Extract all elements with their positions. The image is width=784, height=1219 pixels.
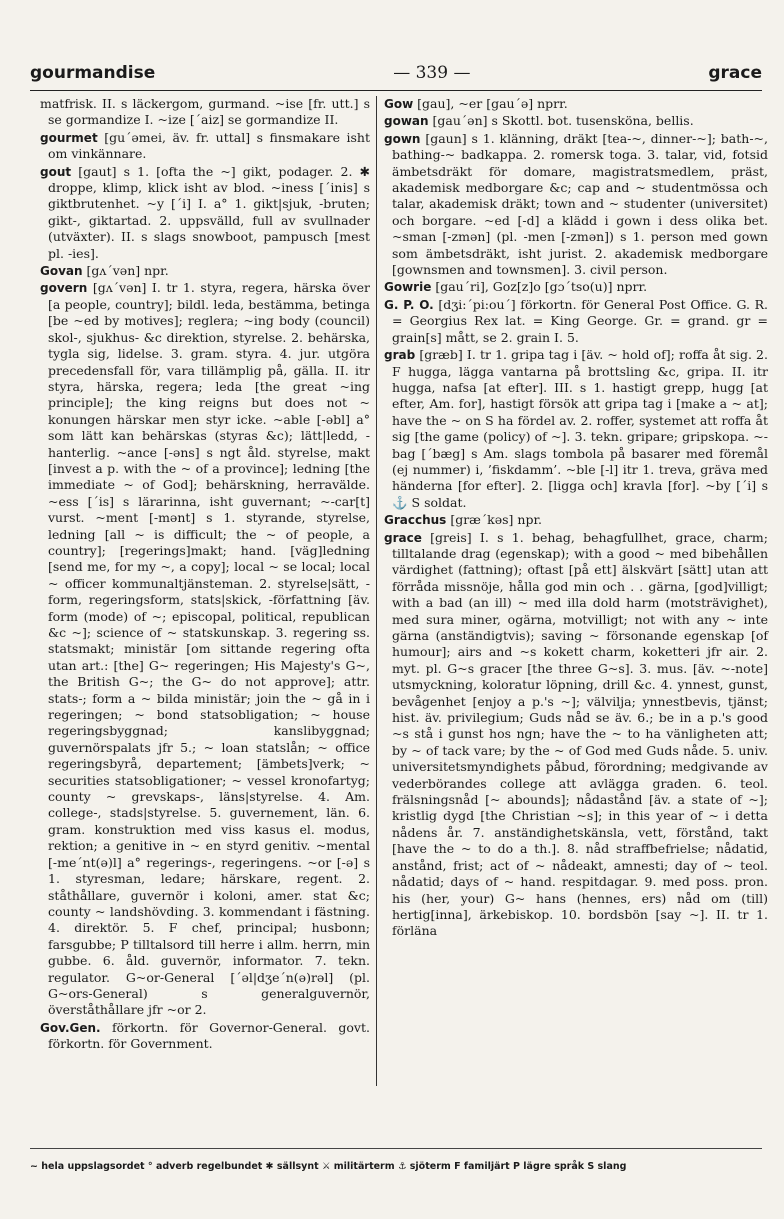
entry-text: [gaun] s 1. klänning, dräkt [tea-~, dinner-~]; bath-~, bathing-~ badkappa. 2. romersk toga. 3. talar, vid, fotsid ämbetsdräkt för domare, magistratsmedlem, präst, akademisk medborgare &c; cap and ~ studentmössa och talar, akademisk dräkt; town and ~ studenter (universitet) och borgare. ~ed [-d] a klädd i gown i dess olika bet. ~sman [-zmən] (pl. -men [-zmən]) s 1. person med gown som ämbetsdräkt, isht jurist. 2. akademisk medborgare [gownsmen and townsmen]. 3. civil person. <box>392 130 768 278</box>
entry-headword: grab <box>384 348 416 363</box>
entry-text: [gʌ´vən] I. tr 1. styra, regera, härska över [a people, country]; bildl. leda, bestämma, betinga [be ~ed by motives]; reglera; ~ing body (council) skol-, sjukhus- &c direktion, styrelse. 2. behärska, tygla sig, lidelse. 3. gram. styra. 4. jur. utgöra precedensfall för, vara tillämplig på, gälla. II. itr styra, härska, regera; leda [the great ~ing principle]; the king reigns but does not ~ konungen härskar men styr icke. ~able [-əbl] a° som lätt kan behärskas (styras &c); lätt|ledd, -hanterlig. ~ance [-əns] s ngt åld. styrelse, makt [invest a p. with the ~ of a province]; ledning [the immediate ~ of God]; behärskning, herravälde. ~ess [´is] s lärarinna, isht guvernant; ~-car[t] vurst. ~ment [-mənt] s 1. styrande, styrelse, ledning [all ~ is difficult; the ~ of people, a country]; [regerings]makt; hand. [väg]ledning [send me, for my ~, a copy]; local ~ se local; local ~ officer kommunaltjänsteman. 2. styrelse|sätt, -form, regeringsform, stats|skick, -författning [äv. form (mode) of ~; episcopal, political, republican &c ~]; science of ~ statskunskap. 3. regering ss. statsmakt; ministär [om sittande regering ofta utan art.: [the] G~ regeringen; His Majesty's G~, the British G~; the G~ do not approve]; attr. stats-; form a ~ bilda ministär; join the ~ gå in i regeringen; ~ bond statsobligation; ~ house regeringsbyggnad; kanslibyggnad; guvernörspalats jfr 5.; ~ loan statslån; ~ office regeringsbyrå, departement; [ämbets]verk; ~ securities statsobligationer; ~ vessel kronofartyg; county ~ grevskaps-, läns|styrelse. 4. Am. college-, stads|styrelse. 5. guvernement, län. 6. gram. konstruktion med viss kasus el. modus, rektion; a genitive in ~ en styrd genitiv. ~mental [-me´nt(ə)l] a° regerings-, regeringens. ~or [-ə] s 1. styresman, ledare; härskare, regent. 2. ståthållare, guvernör i koloni, amer. stat &c; county ~ landshövding. 3. kommendant i fästning. 4. direktör. 5. F chef, principal; husbonn; farsgubbe; P tilltalsord till herre i allm. herrn, min gubbe. 6. åld. guvernör, informator. 7. tekn. regulator. G~or-General [´əl|dʒe´n(ə)rəl] (pl. G~ors-General) s generalguvernör, överståthållare jfr ~or 2. <box>48 280 370 1018</box>
dictionary-entry <box>384 279 768 295</box>
entry-headword: G. P. O. <box>384 297 434 312</box>
entry-text: förkortn. för Governor-General. govt. förkortn. för Government. <box>48 1019 370 1052</box>
dictionary-entry <box>40 96 370 129</box>
entry-headword: Gowrie <box>384 280 432 295</box>
entry-text: [græb] I. tr 1. gripa tag i [äv. ~ hold of]; roffa åt sig. 2. F hugga, lägga vantarna på brottsling &c, gripa. II. itr hugga, nafsa [at efter]. III. s 1. hastigt grepp, hugg [at efter, Am. for], hastigt försök att gripa tag i [make a ~ at]; have the ~ on S ha fördel av. 2. roffer, systemet att roffa åt sig [the game (policy) of ~]. 3. tekn. gripare; gripskopa. ~-bag [´bæg] s Am. slags tombola på basarer med föremål (ej nummer) i, ’fiskdamm’. ~ble [-l] itr 1. treva, gräva med händerna [for efter]. 2. [ligga och] kravla [for]. ~by [´i] s ⚓ S soldat. <box>392 347 768 510</box>
footer-rule <box>30 1148 762 1149</box>
left-column <box>40 96 370 1054</box>
entry-headword: Govan <box>40 264 83 279</box>
dictionary-entry <box>40 130 370 163</box>
column-divider <box>376 96 377 1086</box>
entry-headword: gourmet <box>40 130 98 145</box>
dictionary-entry <box>40 1020 370 1053</box>
left-guide-word: gourmandise <box>30 63 156 83</box>
right-column <box>384 96 768 941</box>
right-guide-word: grace <box>708 63 762 83</box>
entry-text: [greis] I. s 1. behag, behagfullhet, grace, charm; tilltalande drag (egenskap); with a good ~ med bibehållen värdighet (fattning); oftast [på ett] älskvärt [sätt] utan att förråda missnöje, hålla god min och . . gärna, [god]villigt; with a bad (an ill) ~ med illa dold harm (motsträvighet), med sura miner, ogärna, motvilligt; not with any ~ inte gärna (anständigtvis); saving ~ försonande egenskap [of humour]; airs and ~s kokett charm, koketteri jfr air. 2. myt. pl. G~s gracer [the three G~s]. 3. mus. [äv. ~-note] utsmyckning, koloratur löpning, drill &c. 4. ynnest, gunst, bevågenhet [enjoy a p.'s ~]; välvilja; ynnestbevis, tjänst; hist. äv. privilegium; Guds nåd se äv. 6.; be in a p.'s good ~s stå i gunst hos ngn; have the ~ to ha vänligheten att; by ~ of tack vare; by the ~ of God med Guds nåde. 5. univ. universitetsmyndighets påbud, förordning; medgivande av vederbörandes college att avlägga graden. 6. teol. frälsningsnåd [~ abounds]; nådastånd [äv. a state of ~]; kristlig dygd [the Christian ~s]; in this year of ~ i detta nådens år. 7. anständighetskänsla, vett, förstånd, takt [have the ~ to do a th.]. 8. nåd straffbefrielse; nådatid, anstånd, frist; act of ~ nådeakt, amnesti; day of ~ teol. nådatid; days of ~ hand. respitdagar. 9. med poss. pron. his (her, your) G~ hans (hennes, ers) nåd om (till) hertig[inna], ärkebiskop. 10. bordsbön [say ~]. II. tr 1. förläna <box>392 529 768 939</box>
entry-headword: gout <box>40 164 72 179</box>
dictionary-entry <box>384 113 768 129</box>
legend-text: ~ hela uppslagsordet ° adverb regelbundet ✱ sällsynt ⚔ militärterm ⚓ sjöterm F familjärt P lägre språk S slang <box>30 1160 627 1172</box>
entry-text: [græ´kəs] npr. <box>450 512 543 528</box>
dictionary-entry <box>384 512 768 528</box>
entry-text: [gaut] s 1. [ofta the ~] gikt, podager. 2. ✱ droppe, klimp, klick isht av blod. ~iness [´inis] s giktbrutenhet. ~y [´i] I. a° 1. gikt|sjuk, -bruten; gikt-, giktartad. 2. uppsvälld, full av svullnader (utväxter). II. s slags snowboot, pampusch [mest pl. -ies]. <box>48 163 370 261</box>
dictionary-entry <box>40 280 370 1018</box>
dictionary-entry <box>384 530 768 940</box>
abbreviation-legend <box>30 1156 762 1176</box>
dictionary-entry <box>384 347 768 511</box>
entry-text: [gau´ən] s Skottl. bot. tusensköna, bellis. <box>432 113 694 129</box>
entry-headword: gowan <box>384 114 429 129</box>
dictionary-entry <box>40 263 370 279</box>
header-rule <box>30 90 762 91</box>
entry-headword: Gow <box>384 97 414 111</box>
entry-text: [gau´ri], Goz[z]o [gɔ´tso(u)] nprr. <box>435 279 648 295</box>
dictionary-entry <box>384 96 768 112</box>
page-number: — 339 — <box>393 63 471 83</box>
dictionary-entry <box>40 164 370 262</box>
entry-headword: Gracchus <box>384 513 447 528</box>
page-header <box>30 58 762 88</box>
entry-text: [gʌ´vən] npr. <box>86 263 169 279</box>
entry-text: matfrisk. II. s läckergom, gurmand. ~ise [fr. utt.] s se gormandize I. ~ize [´aiz] se gormandize II. <box>40 96 370 128</box>
entry-headword: govern <box>40 281 88 296</box>
entry-headword: Gov.Gen. <box>40 1020 101 1035</box>
dictionary-entry <box>384 297 768 346</box>
entry-text: [dʒi:´pi:ou´] förkortn. för General Post Office. G. R. = Georgius Rex lat. = King George. Gr. = grand. gr = grain[s] mått, se 2. grain I. 5. <box>392 296 768 345</box>
entry-text: [gau], ~er [gau´ə] nprr. <box>417 96 568 111</box>
entry-headword: gown <box>384 131 421 146</box>
dictionary-entry <box>384 131 768 279</box>
entry-headword: grace <box>384 530 422 545</box>
entry-text: [gu´əmei, äv. fr. uttal] s finsmakare isht om vinkännare. <box>48 129 370 162</box>
